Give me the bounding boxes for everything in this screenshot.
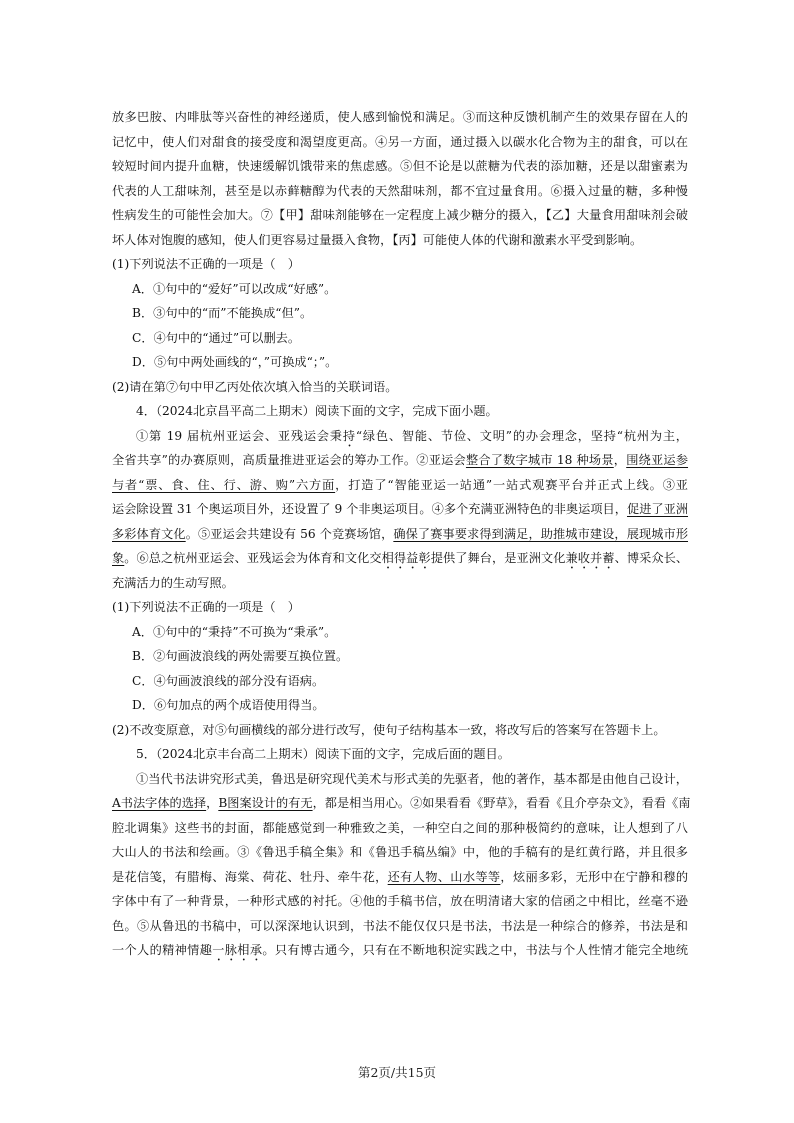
text-run: ，打造了“智能亚运一站通”一站式观赛平台并正式上线。③亚 [335,477,688,492]
passage-line [112,522,688,547]
passage-line: 字体中有了一种背景，一种形式感的衬托。④他的手稿书信，放在明清诸大家的信函之中相比，丝毫不逊 [112,894,688,908]
passage-line: 记忆中，使人们对甜食的接受度和渴望度更高。④另一方面，通过摄入以碳水化合物为主的甜食，可以在 [112,134,688,149]
text-run: 全省共享”的办赛原则，高质量推进亚运会的筹办工作。②亚运会 [112,453,466,467]
passage-line [112,497,688,522]
dotted-text: 持 [342,428,356,443]
option-a: A．①句中的“爱好”可以改成“好感”。 [132,281,337,296]
underlined-text: 多彩体育文化 [112,526,186,541]
underlined-text: 围绕亚运参 [626,453,689,467]
passage-line [112,791,691,816]
option-c: C．④句画波浪线的部分没有语病。 [132,673,325,688]
question-prompt: (1)下列说法不正确的一项是（ ） [112,257,300,271]
question-heading: 5．（2024北京丰台高二上期末）阅读下面的文字，完成后面的题目。 [136,747,510,761]
text-run: 是花信笺，有腊梅、海棠、荷花、牡丹、牵牛花， [112,869,388,884]
text-run: 运会除设置 31 个奥运项目外，还设置了 9 个非奥运项目。④多个充满亚洲特色的非奥运项目， [112,502,627,516]
question-prompt: (2)请在第⑦句中甲乙丙处依次填入恰当的关联词语。 [112,379,398,394]
page-footer: 第2页/共15页 [357,1065,437,1080]
underlined-text: 还有人物、山水等等 [387,869,501,884]
passage-line [112,473,688,498]
text-run: 一个人的精神情趣 [112,943,213,957]
passage-line: 坏人体对饱腹的感知，使人们更容易过量摄入食物，【丙】可能使人体的代谢和激素水平受到影响。 [112,232,643,247]
underlined-text: A书法字体的选择 [112,796,207,810]
option-c: C．④句中的“通过”可以删去。 [132,330,301,345]
underlined-text: 与者“票、食、住、行、游、购”六方面 [112,477,336,492]
text-run: ①第 19 届杭州亚运会、亚残运会秉 [136,428,343,443]
text-run: ， [613,453,627,467]
passage-line: 大山人的书法和绘画。③《鲁迅手稿全集》和《鲁迅手稿丛编》中，他的手稿有的是红黄行路，并且很多 [112,845,688,859]
passage-line: 充满活力的生动写照。 [112,575,234,590]
passage-line: 较短时间内提升血糖，快速缓解饥饿带来的焦虑感。⑤但不论是以蔗糖为代表的添加糖，还是以甜蜜素为 [112,159,688,173]
passage-line: 色。⑤从鲁迅的书稿中，可以深深地认识到，书法不能仅仅只是书法，书法是一种综合的修养，书法是和 [112,918,688,933]
underlined-text: 象 [112,551,125,565]
text-run: 提供了舞台，是亚洲文化 [430,551,566,565]
dotted-text: 相得益彰 [381,551,431,565]
question-prompt: (1)下列说法不正确的一项是（ ） [112,600,300,614]
passage-line: 放多巴胺、内啡肽等兴奋性的神经递质，使人感到愉悦和满足。③而这种反馈机制产生的效果存留在人的 [112,110,688,124]
dotted-text: 一脉相承 [212,943,263,957]
passage-line: ①当代书法讲究形式美，鲁迅是研究现代美术与形式美的先驱者，他的著作，基本都是由他自己设计， [136,771,688,786]
text-run: ， [206,796,219,810]
text-run: 。只有博古通今，只有在不断地积淀实践之中，书法与个人性情才能完全地统 [262,943,689,957]
option-b: B．③句中的“而”不能换成“但”。 [132,306,313,320]
dotted-text: 兼收并蓄 [565,551,615,565]
document-body [112,105,691,963]
passage-line [112,546,688,571]
option-d: D．⑥句加点的两个成语使用得当。 [132,698,325,712]
option-a: A．①句中的“秉持”不可换为“秉承”。 [132,624,337,639]
text-run: 。⑤亚运会共建设有 56 个竞赛场馆， [185,526,394,541]
underlined-text: B图案设计的有无 [218,796,313,810]
passage-line [112,938,688,963]
question-heading: 4．（2024北京昌平高二上期末）阅读下面的文字，完成下面小题。 [136,404,498,418]
passage-line: 腔北调集》这些书的封面，都能感觉到一种雅致之美，一种空白之间的那种极简约的意味，让人想到了八 [112,820,688,835]
passage-line: 代表的人工甜味剂，甚至是以赤藓糖醇为代表的天然甜味剂，都不宜过量食用。⑥摄入过量的糖，多种慢 [112,183,688,198]
option-d: D．⑤句中两处画线的“，”可换成“；”。 [132,355,338,369]
underlined-text: 确保了赛事要求得到满足，助推城市建设，展现城市形 [393,526,689,541]
underlined-text: 整合了数字城市 18 种场景 [465,453,614,467]
option-b: B．②句画波浪线的两处需要互换位置。 [132,649,349,663]
text-run: ，炫丽多彩，无形中在宁静和穆的 [500,869,689,884]
passage-line [112,865,688,890]
passage-line [112,424,688,449]
text-run: ，都是相当用心。②如果看看《野草》，看看《且介亭杂文》，看看《南 [312,796,691,810]
passage-line: 性病发生的可能性会加大。⑦【甲】甜味剂能够在一定程度上减少糖分的摄入，【乙】大量食用甜味剂会破 [112,208,688,222]
passage-line [112,448,688,473]
underlined-text: 促进了亚洲 [626,502,689,516]
text-run: “绿色、智能、节俭、文明”的办会理念，坚持“杭州为主， [355,428,688,443]
text-run: 。⑥总之杭州亚运会、亚残运会为体育和文化交 [124,551,382,565]
question-prompt: (2)不改变原意，对⑤句画横线的部分进行改写，使句子结构基本一致，将改写后的答案写在答题卡上。 [112,722,666,737]
text-run: 、博采众长、 [614,551,689,565]
